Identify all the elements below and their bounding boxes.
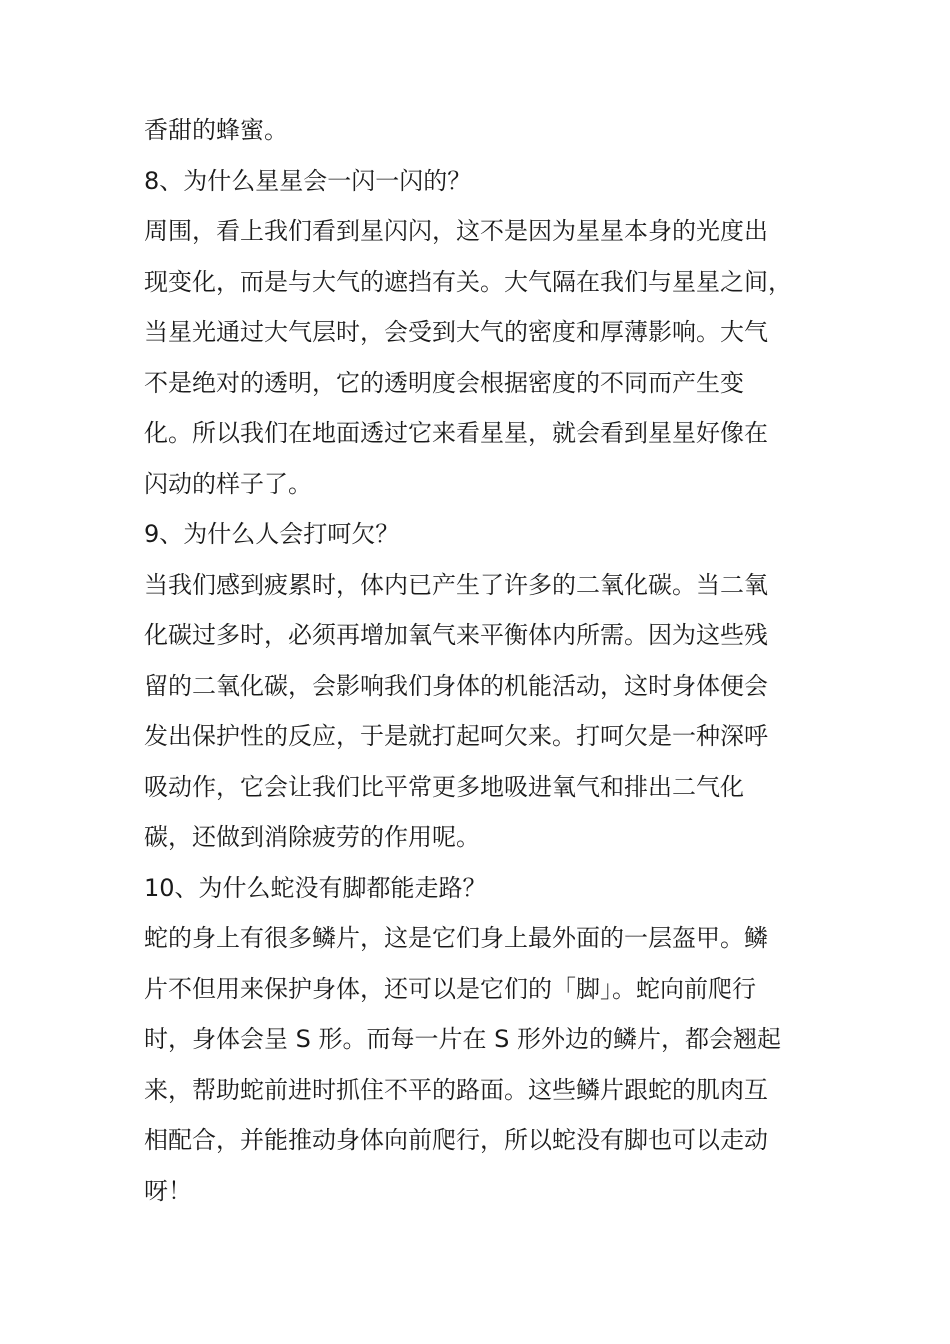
document-page xyxy=(144,105,812,1216)
text-line: 化。所以我们在地面透过它来看星星，就会看到星星好像在 xyxy=(144,419,768,447)
text-line: 周围，看上我们看到星闪闪，这不是因为星星本身的光度出 xyxy=(144,217,768,245)
text-line: 发出保护性的反应，于是就打起呵欠来。打呵欠是一种深呼 xyxy=(144,722,768,750)
text-line: 现变化，而是与大气的遮挡有关。大气隔在我们与星星之间， xyxy=(144,267,792,296)
text-line: 闪动的样子了。 xyxy=(144,469,312,498)
text-line: 呀！ xyxy=(144,1176,192,1205)
text-line: 蛇的身上有很多鳞片，这是它们身上最外面的一层盔甲。鳞 xyxy=(144,924,768,952)
question-heading-10: 10、为什么蛇没有脚都能走路？ xyxy=(144,873,487,902)
text-line: 留的二氧化碳，会影响我们身体的机能活动，这时身体便会 xyxy=(144,671,768,700)
text-line: 不是绝对的透明，它的透明度会根据密度的不同而产生变 xyxy=(144,368,744,397)
text-line: 来，帮助蛇前进时抓住不平的路面。这些鳞片跟蛇的肌肉互 xyxy=(144,1075,768,1104)
text-line: 化碳过多时，必须再增加氧气来平衡体内所需。因为这些残 xyxy=(144,621,768,649)
text-line: 时，身体会呈 S 形。而每一片在 S 形外边的鳞片，都会翘起 xyxy=(144,1025,781,1053)
text-line: 相配合，并能推动身体向前爬行，所以蛇没有脚也可以走动 xyxy=(144,1126,768,1154)
text-line: 吸动作，它会让我们比平常更多地吸进氧气和排出二气化 xyxy=(144,772,744,801)
text-line: 片不但用来保护身体，还可以是它们的「脚」。蛇向前爬行 xyxy=(144,974,756,1003)
text-line: 碳，还做到消除疲劳的作用呢。 xyxy=(144,823,480,851)
question-heading-9: 9、为什么人会打呵欠？ xyxy=(144,520,400,548)
text-line: 当星光通过大气层时，会受到大气的密度和厚薄影响。大气 xyxy=(144,318,768,346)
question-heading-8: 8、为什么星星会一闪一闪的？ xyxy=(144,166,472,195)
text-line: 香甜的蜂蜜。 xyxy=(144,116,288,144)
text-line: 当我们感到疲累时，体内已产生了许多的二氧化碳。当二氧 xyxy=(144,570,768,599)
